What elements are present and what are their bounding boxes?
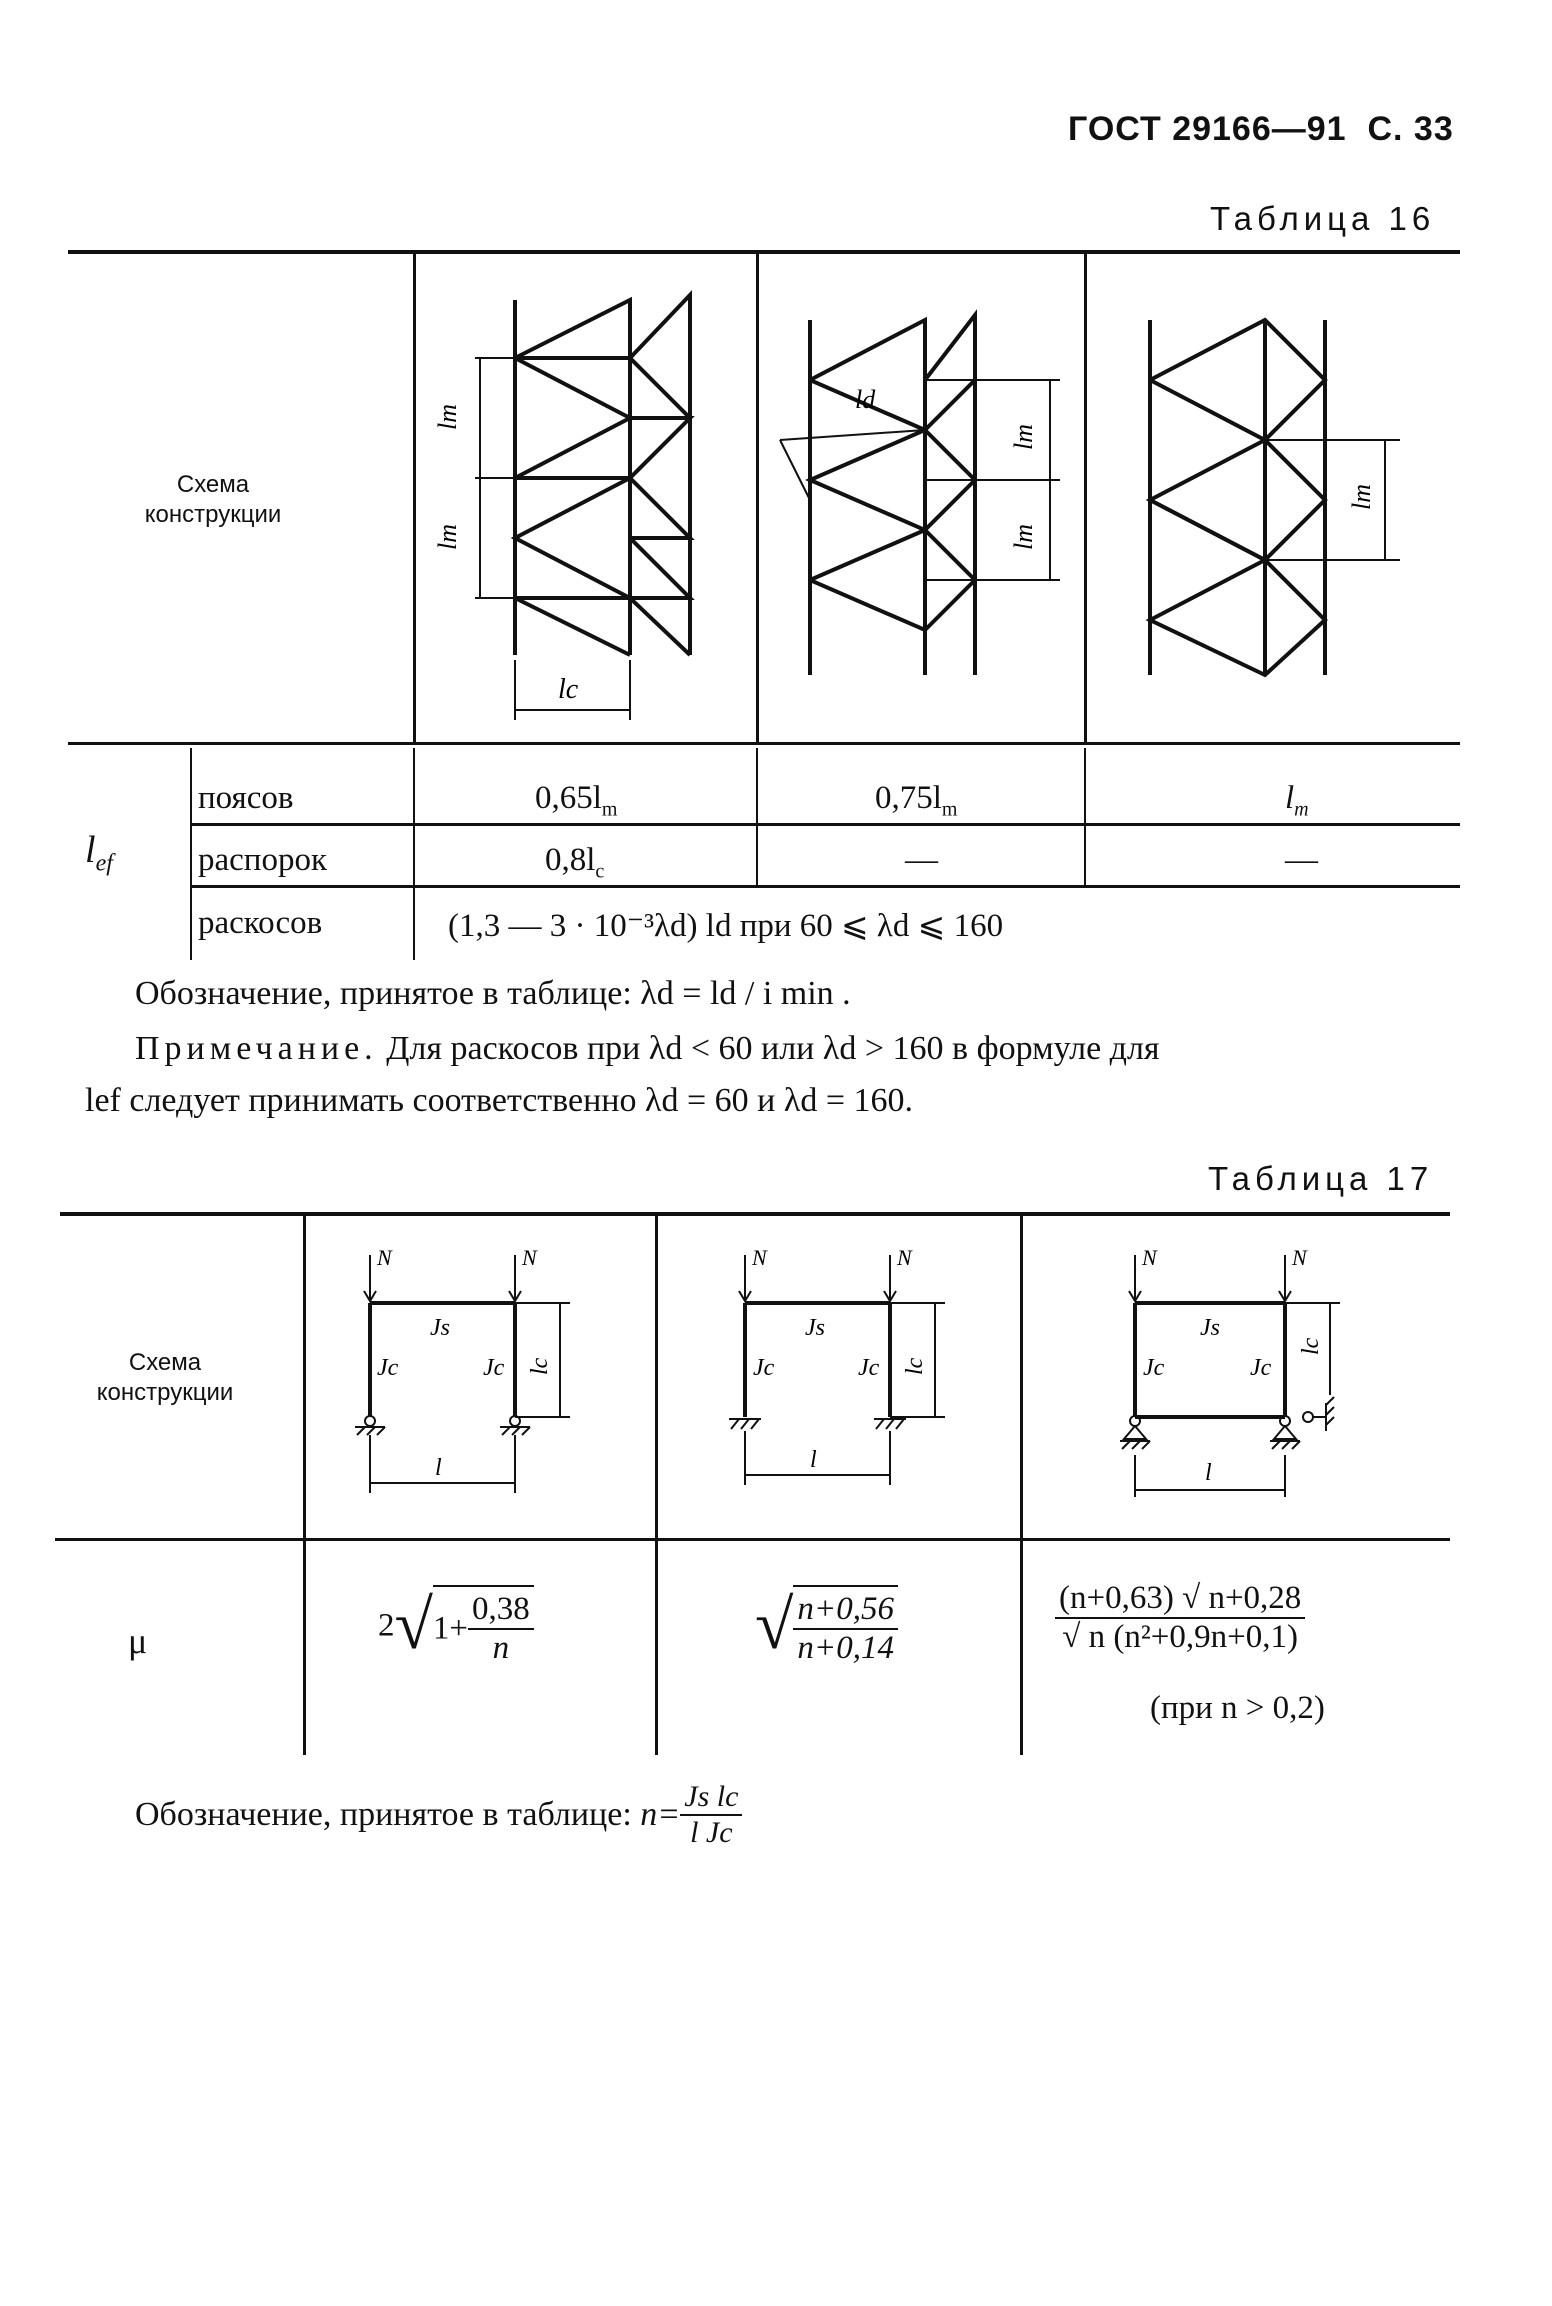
table16-col-rule bbox=[756, 252, 759, 742]
row-rule bbox=[192, 823, 1460, 826]
table17-caption: Таблица 17 bbox=[1208, 1160, 1434, 1197]
table17-top-rule bbox=[60, 1212, 1450, 1216]
dim-lc: lc bbox=[558, 674, 579, 705]
value-rasporok-3: — bbox=[1285, 842, 1318, 878]
label-lc: lc bbox=[902, 1357, 928, 1375]
dim-lm: lm bbox=[1009, 524, 1038, 550]
load-N: N bbox=[377, 1245, 392, 1270]
label-l: l bbox=[810, 1447, 817, 1473]
label-Jc: Jc bbox=[483, 1355, 505, 1381]
frame-scheme-1 bbox=[335, 1235, 635, 1505]
table17-col-rule bbox=[1020, 1215, 1023, 1755]
mu-formula-1: 2√1+ $\frac{0,38}{n}$ bbox=[378, 1585, 534, 1667]
load-N: N bbox=[522, 1245, 537, 1270]
label-Js: Js bbox=[805, 1315, 825, 1341]
label-l: l bbox=[435, 1455, 442, 1481]
truss-scheme-2 bbox=[760, 300, 1080, 700]
dim-ld: ld bbox=[855, 385, 876, 414]
label-Jc: Jc bbox=[858, 1355, 880, 1381]
value-raskosov: (1,3 — 3 · 10⁻³λd) ld при 60 ⩽ λd ⩽ 160 bbox=[448, 908, 1004, 944]
table17-col-rule bbox=[655, 1215, 658, 1755]
table16-col-rule bbox=[413, 748, 415, 960]
label-Jc: Jc bbox=[1250, 1355, 1272, 1381]
mu-formula-2: √ $\frac{n+0,56}{n+0,14}$ bbox=[755, 1585, 898, 1667]
mu-symbol: μ bbox=[128, 1621, 148, 1661]
load-N: N bbox=[1142, 1245, 1157, 1270]
row-rule bbox=[192, 885, 1460, 888]
label-Jc: Jc bbox=[1143, 1355, 1165, 1381]
table16-scheme-label: Схема конструкции bbox=[144, 471, 282, 528]
document-code: ГОСТ 29166—91 bbox=[1068, 110, 1347, 148]
label-Js: Js bbox=[1200, 1315, 1220, 1341]
dim-lm: lm bbox=[433, 404, 462, 430]
value-poyas-1: $0,65l_m$ bbox=[535, 780, 618, 821]
dim-lm: lm bbox=[1347, 484, 1376, 510]
table17-mid-rule bbox=[55, 1538, 1450, 1541]
row-label-raskosov: раскосов bbox=[198, 905, 323, 941]
table16-col-rule bbox=[756, 748, 758, 886]
page-number: С. 33 bbox=[1367, 110, 1454, 148]
dim-lm: lm bbox=[433, 524, 462, 550]
table16-note: Примечание. Для раскосов при λd < 60 или λd > 160 в формуле для bbox=[135, 1030, 1160, 1067]
label-lc: lc bbox=[1298, 1337, 1324, 1355]
truss-scheme-3 bbox=[1130, 300, 1430, 700]
truss-scheme-1 bbox=[420, 270, 750, 730]
label-Jc: Jc bbox=[753, 1355, 775, 1381]
row-label-poyas: поясов bbox=[198, 780, 294, 816]
dim-lm: lm bbox=[1009, 424, 1038, 450]
value-poyas-2: $0,75l_m$ bbox=[875, 780, 958, 821]
value-rasporok-2: — bbox=[905, 842, 938, 878]
mu-formula-3: $\frac{(n+0,63) √ n+0,28}{\text{√ n (n²+0,9n+0,1)}}$ bbox=[1055, 1580, 1305, 1656]
table17-col-rule bbox=[303, 1215, 306, 1755]
label-lc: lc bbox=[527, 1357, 553, 1375]
label-Js: Js bbox=[430, 1315, 450, 1341]
row-label-rasporok: распорок bbox=[198, 842, 327, 878]
table17-scheme-label: Схема конструкции bbox=[96, 1349, 234, 1406]
label-Jc: Jc bbox=[377, 1355, 399, 1381]
table16-designation: Обозначение, принятое в таблице: λd = ld / i min . bbox=[135, 975, 851, 1012]
table16-col-rule bbox=[1084, 252, 1087, 742]
frame-scheme-3 bbox=[1100, 1235, 1400, 1505]
label-l: l bbox=[1205, 1460, 1212, 1486]
table16-col-rule bbox=[413, 252, 416, 742]
frame-scheme-2 bbox=[715, 1235, 1005, 1505]
load-N: N bbox=[1292, 1245, 1307, 1270]
table16-col-rule bbox=[1084, 748, 1086, 886]
lef-symbol: $l_{ef}$ bbox=[85, 829, 113, 877]
table16-caption: Таблица 16 bbox=[1210, 200, 1436, 237]
table16-mid-rule bbox=[68, 742, 1460, 745]
table16-note-cont: lef следует принимать соответственно λd = 60 и λd = 160. bbox=[85, 1082, 914, 1119]
load-N: N bbox=[897, 1245, 912, 1270]
value-poyas-3: $l_m$ bbox=[1285, 780, 1309, 821]
mu-formula-3-condition: (при n > 0,2) bbox=[1150, 1690, 1325, 1726]
load-N: N bbox=[752, 1245, 767, 1270]
table16-top-rule bbox=[68, 250, 1460, 254]
lef-bracket bbox=[190, 748, 192, 960]
value-rasporok-1: $0,8l_c$ bbox=[545, 842, 605, 883]
table17-designation: Обозначение, принятое в таблице: n= $\frac{\text{Js lc}}{\text{l Jc}}$ bbox=[135, 1780, 742, 1850]
